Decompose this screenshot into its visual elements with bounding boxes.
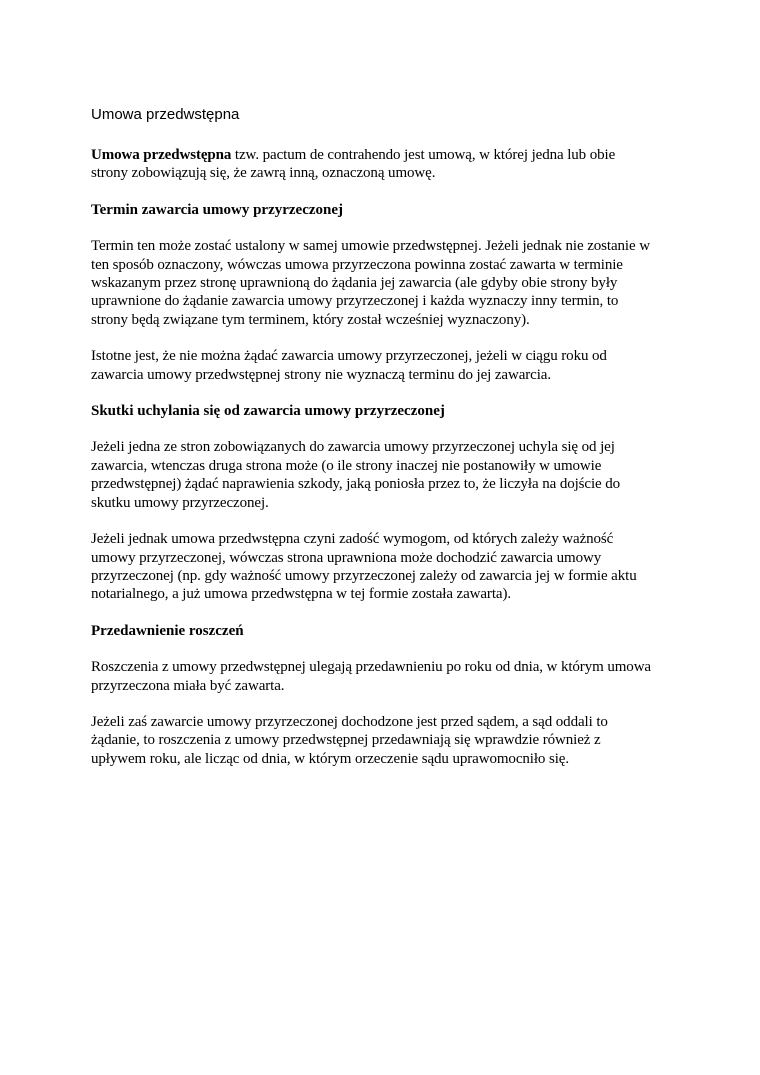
document-body [91,104,651,786]
intro-bold-term: Umowa przedwstępna [91,147,232,163]
paragraph-termin-2: Istotne jest, że nie można żądać zawarcia umowy przyrzeczonej, jeżeli w ciągu roku od zawarcia umowy przedwstępnej strony nie wyznaczą terminu do jej zawarcia. [91,348,607,383]
section-heading-skutki: Skutki uchylania się od zawarcia umowy przyrzeczonej [91,403,445,420]
paragraph-skutki-1: Jeżeli jedna ze stron zobowiązanych do zawarcia umowy przyrzeczonej uchyla się od jej zawarcia, wtenczas druga strona może (o ile strony inaczej nie postanowiły w umowie przedwstępnej) żądać naprawienia szkody, jaką poniosła przez to, że liczyła na dojście do skutku umowy przyrzeczonej. [91,439,621,511]
paragraph-termin-1: Termin ten może zostać ustalony w samej umowie przedwstępnej. Jeżeli jednak nie zostanie w ten sposób oznaczony, wówczas umowa przyrzeczona powinna zostać zawarta w terminie wskazanym przez stronę uprawnioną do żądania jej zawarcia (ale gdyby obie strony były uprawnione do żądanie zawarcia umowy przyrzeczonej i każda wyznaczy inny termin, to strony będą związane tym terminem, który został wcześniej wyznaczony). [91,238,650,328]
intro-paragraph [91,146,651,183]
intro-text: tzw. pactum de contrahendo jest umową, w której jedna lub obie strony zobowiązują się, że zawrą inną, oznaczoną umowę. [91,147,616,182]
page-title: Umowa przedwstępna [91,106,240,123]
paragraph-skutki-2: Jeżeli jednak umowa przedwstępna czyni zadość wymogom, od których zależy ważność umowy przyrzeczonej, wówczas strona uprawniona może dochodzić zawarcia umowy przyrzeczonej (np. gdy ważność umowy przyrzeczonej zależy od zawarcia jej w formie aktu notarialnego, a już umowa przedwstępna w tej formie została zawarta). [91,531,637,603]
section-heading-przedawnienie: Przedawnienie roszczeń [91,622,244,639]
paragraph-przedawnienie-1: Roszczenia z umowy przedwstępnej ulegają przedawnieniu po roku od dnia, w którym umowa przyrzeczona miała być zawarta. [91,659,651,694]
section-heading-termin: Termin zawarcia umowy przyrzeczonej [91,201,344,218]
paragraph-przedawnienie-2: Jeżeli zaś zawarcie umowy przyrzeczonej dochodzone jest przed sądem, a sąd oddali to żądanie, to roszczenia z umowy przedwstępnej przedawniają się wprawdzie również z upływem roku, ale licząc od dnia, w którym orzeczenie sądu uprawomocniło się. [91,713,608,767]
